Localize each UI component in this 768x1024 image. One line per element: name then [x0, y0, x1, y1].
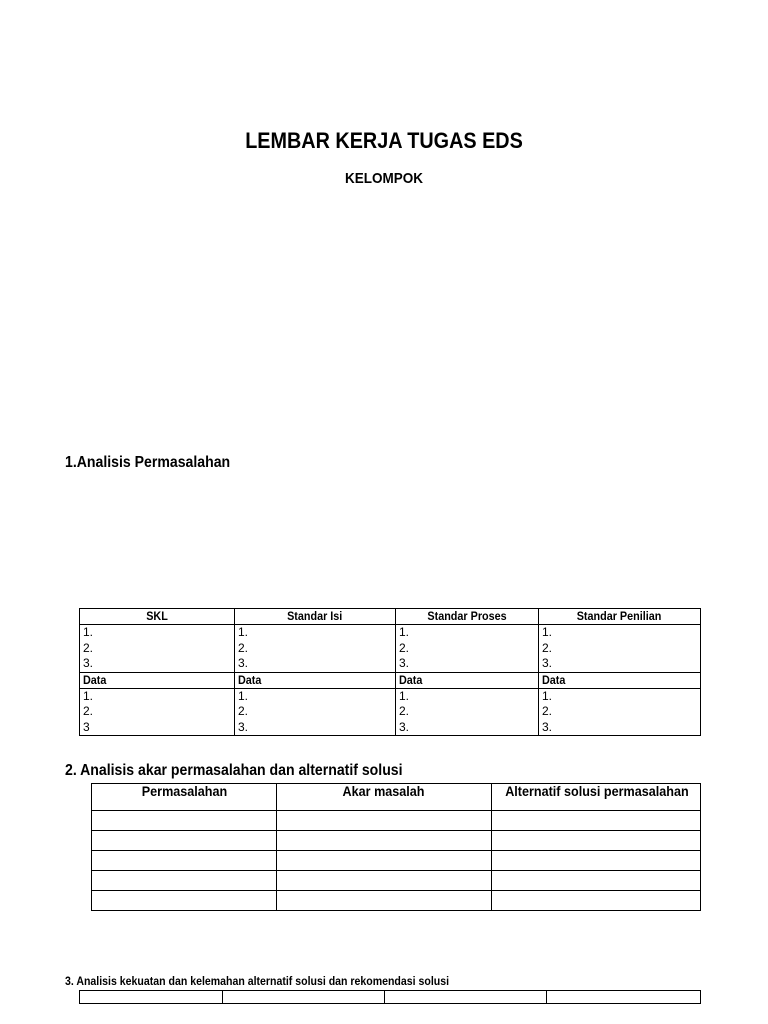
table-cell	[80, 625, 235, 673]
table-cell[interactable]	[492, 851, 701, 871]
data-label: Data	[80, 672, 235, 688]
column-header-standar-isi: Standar Isi	[235, 609, 396, 625]
problem-analysis-table	[79, 608, 701, 736]
table-cell	[235, 625, 396, 673]
table-cell[interactable]	[277, 811, 492, 831]
table-cell	[396, 625, 539, 673]
table-cell[interactable]	[92, 851, 277, 871]
table-cell	[539, 625, 701, 673]
document-subtitle: KELOMPOK	[344, 170, 423, 187]
table-cell[interactable]	[223, 991, 385, 1004]
table-cell	[80, 688, 235, 736]
table-cell[interactable]	[492, 871, 701, 891]
table-cell[interactable]	[80, 991, 223, 1004]
column-header-akar-masalah: Akar masalah	[277, 784, 492, 811]
table-row	[92, 811, 701, 831]
list-item: 3.	[399, 719, 410, 734]
section-3-heading: 3. Analisis kekuatan dan kelemahan alternatif solusi dan rekomendasi solusi	[65, 974, 450, 988]
list-item: 3.	[238, 656, 249, 670]
table-cell[interactable]	[92, 811, 277, 831]
table-cell[interactable]	[92, 871, 277, 891]
table-cell	[539, 688, 701, 736]
table-row	[80, 688, 701, 736]
list-item: 3	[83, 719, 90, 734]
list-item: 1.	[83, 688, 94, 703]
table-row	[92, 851, 701, 871]
table-header-row	[80, 609, 701, 625]
strength-weakness-table	[79, 990, 701, 1004]
table-row	[92, 831, 701, 851]
table-cell[interactable]	[492, 891, 701, 911]
list-item: 2.	[83, 704, 94, 718]
table-cell[interactable]	[492, 811, 701, 831]
list-item: 2.	[542, 704, 553, 718]
table-row	[80, 991, 701, 1004]
list-item: 3.	[399, 656, 410, 670]
list-item: 1.	[542, 688, 553, 703]
table-cell[interactable]	[92, 831, 277, 851]
section-2-heading: 2. Analisis akar permasalahan dan alternatif solusi	[65, 762, 403, 779]
table-cell	[235, 688, 396, 736]
table-cell[interactable]	[385, 991, 547, 1004]
column-header-alternatif-solusi: Alternatif solusi permasalahan	[492, 784, 701, 811]
list-item: 2.	[542, 640, 553, 655]
table-cell[interactable]	[547, 991, 701, 1004]
section-1-heading: 1.Analisis Permasalahan	[65, 454, 231, 471]
list-item: 1.	[83, 625, 94, 639]
table-row-data-labels	[80, 672, 701, 688]
column-header-standar-proses: Standar Proses	[396, 609, 539, 625]
table-cell[interactable]	[92, 891, 277, 911]
list-item: 2.	[238, 640, 249, 655]
list-item: 1.	[542, 625, 553, 639]
table-row	[80, 625, 701, 673]
list-item: 2.	[238, 704, 249, 718]
list-item: 3.	[238, 719, 249, 734]
table-row	[92, 871, 701, 891]
list-item: 1.	[238, 625, 249, 639]
list-item: 3.	[542, 656, 553, 670]
table-cell[interactable]	[277, 851, 492, 871]
list-item: 2.	[399, 704, 410, 718]
document-title: LEMBAR KERJA TUGAS EDS	[245, 128, 523, 153]
column-header-skl: SKL	[80, 609, 235, 625]
list-item: 1.	[399, 688, 410, 703]
list-item: 3.	[83, 656, 94, 670]
table-header-row	[92, 784, 701, 811]
column-header-standar-penilian: Standar Penilian	[539, 609, 701, 625]
table-cell[interactable]	[277, 871, 492, 891]
table-cell[interactable]	[277, 891, 492, 911]
list-item: 1.	[399, 625, 410, 639]
root-cause-table	[91, 783, 701, 911]
column-header-permasalahan: Permasalahan	[92, 784, 277, 811]
data-label: Data	[396, 672, 539, 688]
list-item: 2.	[83, 640, 94, 655]
list-item: 1.	[238, 688, 249, 703]
list-item: 2.	[399, 640, 410, 655]
table-cell[interactable]	[277, 831, 492, 851]
data-label: Data	[235, 672, 396, 688]
data-label: Data	[539, 672, 701, 688]
table-cell[interactable]	[492, 831, 701, 851]
list-item: 3.	[542, 719, 553, 734]
table-row	[92, 891, 701, 911]
table-cell	[396, 688, 539, 736]
